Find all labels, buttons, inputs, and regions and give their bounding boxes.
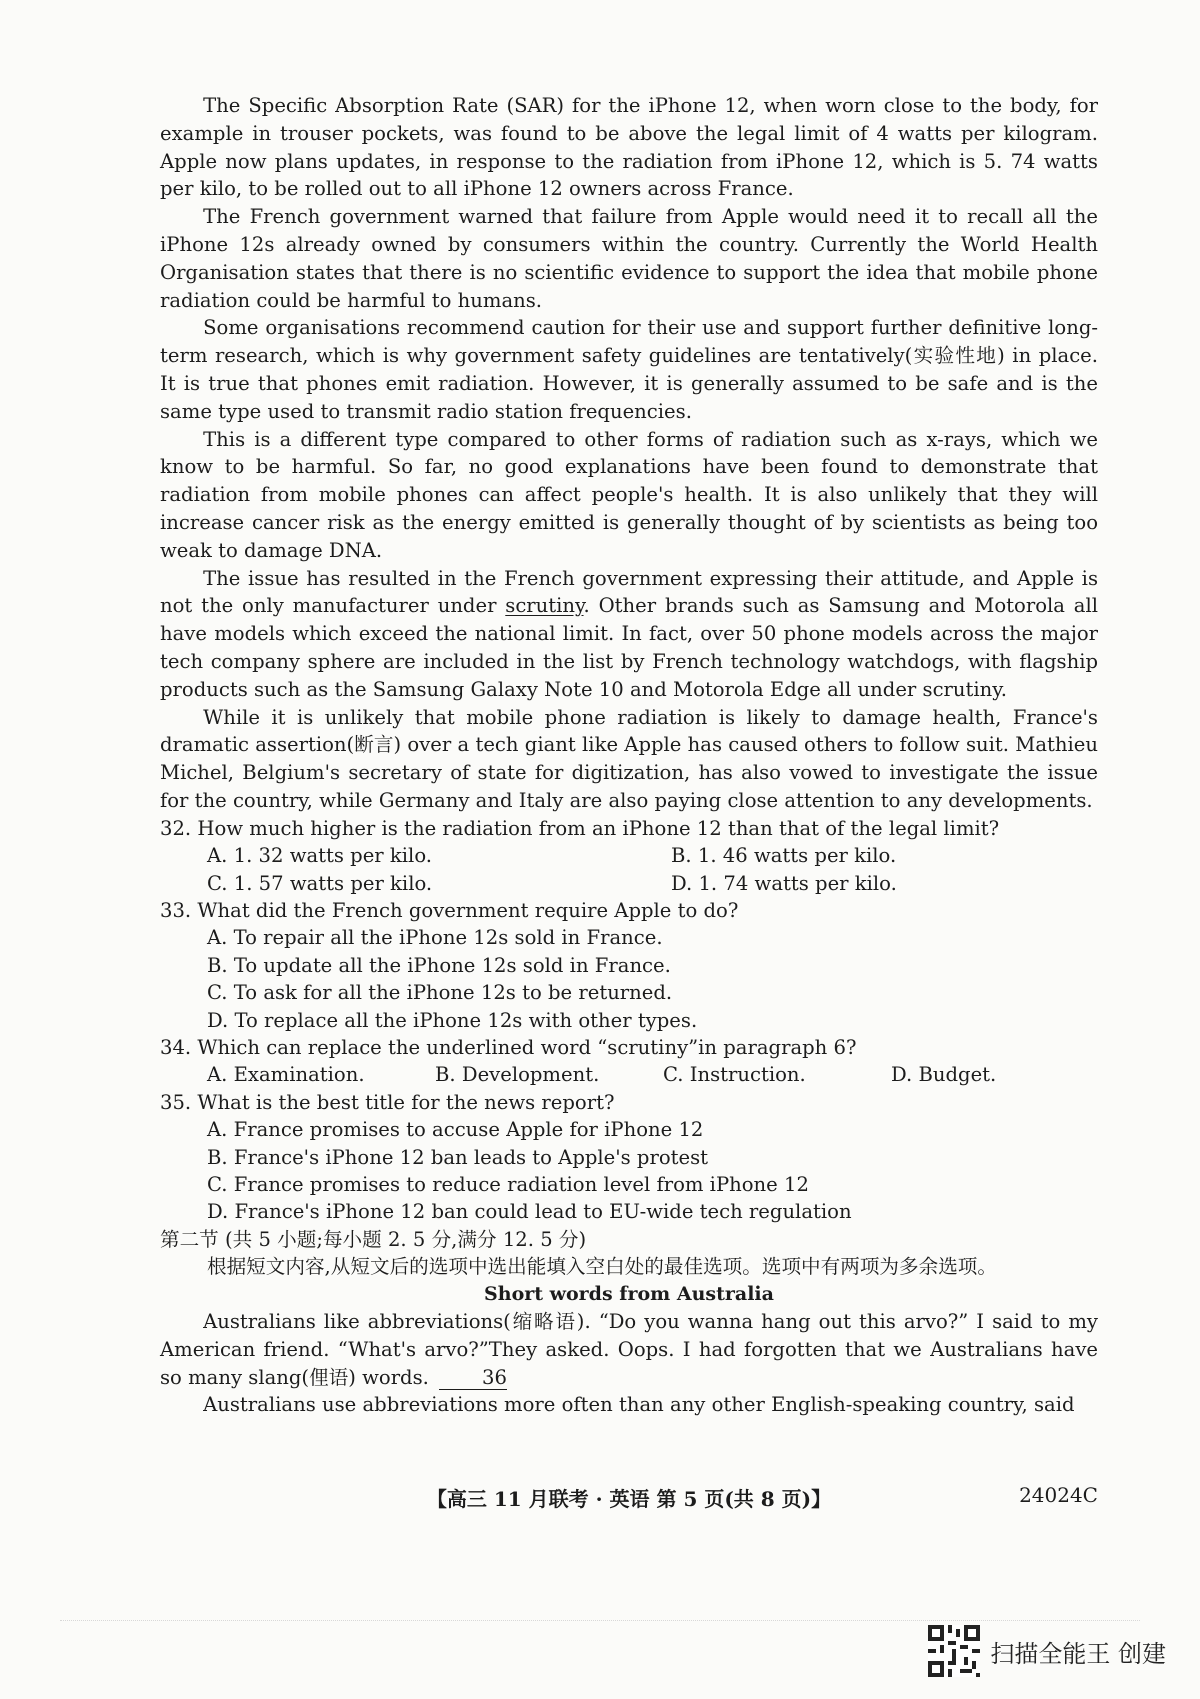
question-32-options-row-2 [160, 870, 1098, 897]
question-35-option-b: B. France's iPhone 12 ban leads to Apple's protest [207, 1145, 709, 1169]
question-35-option-d: D. France's iPhone 12 ban could lead to EU-wide tech regulation [207, 1200, 852, 1224]
paragraph-5-part-b: . Other brands such as Samsung and Motorola all have models which exceed the national limit. In fact, over 50 phone models across the major tech company sphere are included in the list by French technology watchdogs, with flagship products such as the Samsung Galaxy Note 10 and Motorola Edge all under scrutiny. [160, 594, 1098, 701]
question-32-options-row-1 [160, 842, 1098, 869]
passage-paragraph-5 [160, 565, 1098, 704]
question-35-option-a: A. France promises to accuse Apple for iPhone 12 [207, 1118, 704, 1142]
question-33-option-d: D. To replace all the iPhone 12s with other types. [207, 1008, 698, 1032]
footer-exam-code: 24024C [1019, 1483, 1098, 1507]
question-34-option-d: D. Budget. [891, 1063, 997, 1087]
section-2-paragraph-1-text: Australians like abbreviations(缩略语). “Do you wanna hang out this arvo?” I said to my American friend. “What's arvo?”They asked. Oops. I had forgotten that we Australians have so many slang(俚语) words. [160, 1310, 1098, 1389]
section-2-paragraph-1 [160, 1308, 1098, 1391]
question-34-options [160, 1061, 1098, 1088]
section-2-instruction: 根据短文内容,从短文后的选项中选出能填入空白处的最佳选项。选项中有两项为多余选项。 [207, 1255, 997, 1279]
section-2-heading: 第二节 (共 5 小题;每小题 2. 5 分,满分 12. 5 分) [160, 1227, 587, 1251]
question-33-option-c: C. To ask for all the iPhone 12s to be returned. [207, 981, 673, 1005]
question-32-option-b: B. 1. 46 watts per kilo. [671, 844, 897, 868]
question-32-option-d: D. 1. 74 watts per kilo. [671, 871, 897, 895]
scanner-watermark-text: 扫描全能王 创建 [990, 1639, 1166, 1668]
section-2-paragraph-2: Australians use abbreviations more often than any other English-speaking country, said [203, 1393, 1075, 1417]
scan-edge-divider [60, 1620, 1140, 1621]
question-32-option-c: C. 1. 57 watts per kilo. [207, 871, 433, 895]
paragraph-5-part-a: The issue has resulted in the French government expressing their attitude, and Apple is not the only manufacturer under [160, 566, 1098, 618]
question-33-stem: 33. What did the French government require Apple to do? [160, 898, 739, 922]
passage-paragraph-1: The Specific Absorption Rate (SAR) for the iPhone 12, when worn close to the body, for example in trouser pockets, was found to be above the legal limit of 4 watts per kilogram. Apple now plans updates, in response to the radiation from iPhone 12, which is 5. 74 watts per kilo, to be rolled out to all iPhone 12 owners across France. [160, 94, 1098, 201]
blank-36[interactable]: 36 [439, 1367, 507, 1390]
question-33-option-a: A. To repair all the iPhone 12s sold in France. [207, 926, 663, 950]
passage-paragraph-4: This is a different type compared to other forms of radiation such as x-rays, which we know to be harmful. So far, no good explanations have been found to demonstrate that radiation from mobile phones can affect people's health. It is also unlikely that they will increase cancer risk as the energy emitted is generally thought of by scientists as being too weak to damage DNA. [160, 427, 1098, 562]
passage-paragraph-3: Some organisations recommend caution for their use and support further definitive long-term research, which is why government safety guidelines are tentatively(实验性地) in place. It is true that phones emit radiation. However, it is generally assumed to be safe and is the same type used to transmit radio station frequencies. [160, 316, 1098, 423]
underlined-word-scrutiny: scrutiny [505, 594, 584, 618]
qr-code-icon [928, 1625, 980, 1677]
question-35-option-c: C. France promises to reduce radiation level from iPhone 12 [207, 1173, 809, 1196]
passage-title: Short words from Australia [484, 1282, 774, 1305]
question-33-option-b: B. To update all the iPhone 12s sold in France. [207, 953, 671, 977]
question-34-option-b: B. Development. [435, 1063, 600, 1087]
question-34-option-c: C. Instruction. [663, 1063, 806, 1087]
question-34-option-a: A. Examination. [207, 1063, 365, 1087]
question-32-stem: 32. How much higher is the radiation from an iPhone 12 than that of the legal limit? [160, 816, 1000, 840]
document-page [160, 92, 1098, 1419]
passage-paragraph-6: While it is unlikely that mobile phone radiation is likely to damage health, France's dramatic assertion(断言) over a tech giant like Apple has caused others to follow suit. Mathieu Michel, Belgium's secretary of state for digitization, has also vowed to investigate the issue for the country, while Germany and Italy are also paying close attention to any developments. [160, 705, 1098, 812]
scanner-watermark [928, 1625, 1166, 1677]
question-34-stem: 34. Which can replace the underlined word “scrutiny”in paragraph 6? [160, 1035, 857, 1059]
passage-paragraph-2: The French government warned that failure from Apple would need it to recall all the iPhone 12s already owned by consumers within the country. Currently the World Health Organisation states that there is no scientific evidence to support the idea that mobile phone radiation could be harmful to humans. [160, 205, 1098, 312]
question-35-stem: 35. What is the best title for the news report? [160, 1090, 615, 1114]
footer-page-info: 【高三 11 月联考 · 英语 第 5 页(共 8 页)】 [426, 1487, 832, 1511]
question-32-option-a: A. 1. 32 watts per kilo. [207, 844, 432, 868]
